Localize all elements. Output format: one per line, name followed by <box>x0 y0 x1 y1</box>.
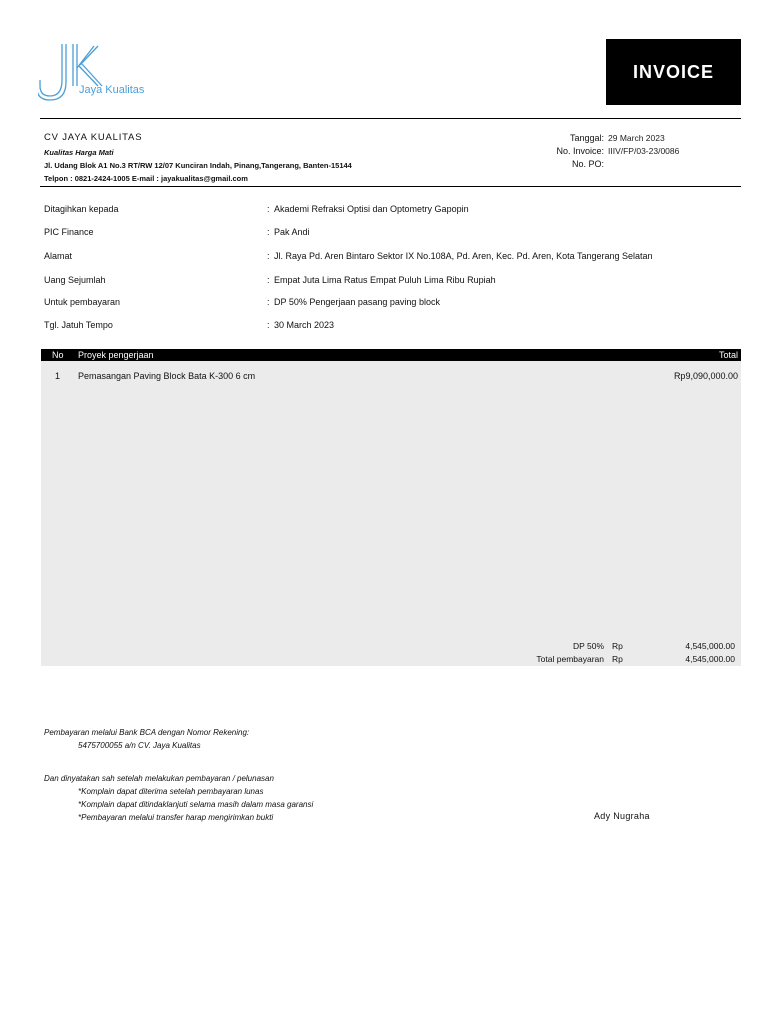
invoice-meta-values <box>608 132 679 171</box>
items-table <box>41 349 741 666</box>
header-no: No <box>52 350 64 360</box>
bank-account: 5475700055 a/n CV. Jaya Kualitas <box>78 741 201 750</box>
billing-row <box>44 249 744 263</box>
signer-name: Ady Nugraha <box>594 811 650 821</box>
row-no: 1 <box>55 371 61 381</box>
billing-value: Empat Juta Lima Ratus Empat Puluh Lima Ribu Rupiah <box>274 275 496 285</box>
date-label: Tanggal: <box>569 133 604 143</box>
billing-value: Pak Andi <box>274 227 310 237</box>
subtotal-currency: Rp <box>612 641 623 651</box>
divider-top <box>40 118 741 119</box>
subtotal-amount: 4,545,000.00 <box>685 641 735 651</box>
row-project: Pemasangan Paving Block Bata K-300 6 cm <box>78 371 256 381</box>
billing-row <box>44 318 744 332</box>
billing-value: 30 March 2023 <box>274 320 335 330</box>
total-label: Total pembayaran <box>536 654 604 664</box>
date-value: 29 March 2023 <box>608 133 665 143</box>
subtotal-row <box>41 640 741 653</box>
billing-colon: : <box>267 251 270 261</box>
billing-colon: : <box>267 204 270 214</box>
billing-row <box>44 273 744 287</box>
billing-value: DP 50% Pengerjaan pasang paving block <box>274 297 440 307</box>
billing-colon: : <box>267 297 270 307</box>
invoice-title: INVOICE <box>606 39 741 105</box>
terms-item: *Komplain dapat ditindaklanjuti selama masih dalam masa garansi <box>78 800 314 809</box>
po-value <box>608 158 679 171</box>
total-row <box>41 653 741 666</box>
invoice-number-label: No. Invoice: <box>556 146 604 156</box>
header-project: Proyek pengerjaan <box>78 350 154 360</box>
terms-item: *Komplain dapat diterima setelah pembayaran lunas <box>78 787 264 796</box>
divider-middle <box>40 186 741 187</box>
company-address: Jl. Udang Blok A1 No.3 RT/RW 12/07 Kunciran Indah, Pinang,Tangerang, Banten-15144 <box>44 161 352 170</box>
company-slogan: Kualitas Harga Mati <box>44 148 114 157</box>
total-currency: Rp <box>612 654 623 664</box>
billing-colon: : <box>267 275 270 285</box>
subtotal-label: DP 50% <box>572 641 604 651</box>
billing-colon: : <box>267 227 270 237</box>
billing-colon: : <box>267 320 270 330</box>
payment-instruction: Pembayaran melalui Bank BCA dengan Nomor Rekening: <box>44 728 250 737</box>
row-total: Rp9,090,000.00 <box>673 371 738 381</box>
invoice-number-value: IIIV/FP/03-23/0086 <box>608 146 680 156</box>
header-total: Total <box>718 350 738 360</box>
billing-label: Ditagihkan kepada <box>44 204 119 214</box>
company-contact: Telpon : 0821-2424-1005 E-mail : jayakualitas@gmail.com <box>44 174 248 183</box>
table-header <box>41 349 741 361</box>
billing-label: Alamat <box>44 251 73 261</box>
billing-label: Tgl. Jatuh Tempo <box>44 320 113 330</box>
terms-item: *Pembayaran melalui transfer harap mengirimkan bukti <box>78 813 274 822</box>
company-info <box>44 132 352 185</box>
billing-label: PIC Finance <box>44 227 94 237</box>
billing-row <box>44 295 744 309</box>
billing-row <box>44 225 744 239</box>
billing-value: Akademi Refraksi Optisi dan Optometry Gapopin <box>274 204 469 214</box>
billing-label: Untuk pembayaran <box>44 297 121 307</box>
invoice-meta-labels <box>556 132 604 171</box>
terms-intro: Dan dinyatakan sah setelah melakukan pembayaran / pelunasan <box>44 774 274 783</box>
table-row <box>41 369 741 383</box>
billing-label: Uang Sejumlah <box>44 275 106 285</box>
company-name: CV JAYA KUALITAS <box>44 132 143 143</box>
billing-row <box>44 202 744 216</box>
po-label: No. PO: <box>571 159 604 169</box>
billing-value: Jl. Raya Pd. Aren Bintaro Sektor IX No.108A, Pd. Aren, Kec. Pd. Aren, Kota Tangerang Selatan <box>274 251 653 261</box>
total-amount: 4,545,000.00 <box>685 654 735 664</box>
logo-text: Jaya Kualitas <box>79 84 145 96</box>
